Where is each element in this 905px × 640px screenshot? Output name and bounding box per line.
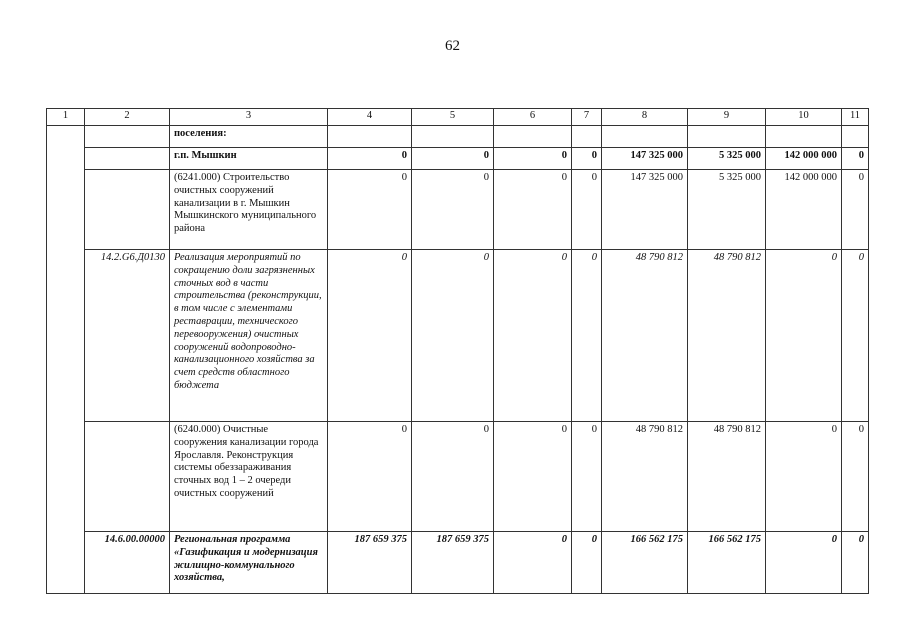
value-cell: 0 — [572, 422, 602, 532]
value-cell: 0 — [494, 422, 572, 532]
name-cell: г.п. Мышкин — [170, 148, 328, 170]
column-header: 9 — [688, 109, 766, 126]
value-cell: 48 790 812 — [688, 250, 766, 422]
name-cell: поселения: — [170, 126, 328, 148]
table-row — [47, 250, 869, 422]
code-cell — [85, 422, 170, 532]
name-cell: (6240.000) Очистные сооружения канализации города Ярославля. Реконструкция системы обеззараживания сточных вод 1 – 2 очереди очистных сооружений — [170, 422, 328, 532]
column-header: 6 — [494, 109, 572, 126]
column-header: 7 — [572, 109, 602, 126]
value-cell — [842, 126, 869, 148]
value-cell: 166 562 175 — [602, 532, 688, 594]
value-cell: 0 — [842, 250, 869, 422]
value-cell: 142 000 000 — [766, 170, 842, 250]
value-cell: 5 325 000 — [688, 148, 766, 170]
value-cell: 0 — [842, 170, 869, 250]
column-1-cell — [47, 126, 85, 594]
code-cell: 14.6.00.00000 — [85, 532, 170, 594]
value-cell: 0 — [766, 250, 842, 422]
value-cell: 187 659 375 — [412, 532, 494, 594]
value-cell: 0 — [494, 532, 572, 594]
table-row — [47, 170, 869, 250]
name-cell: Региональная программа «Газификация и модернизация жилищно-коммунального хозяйства, — [170, 532, 328, 594]
value-cell: 0 — [572, 170, 602, 250]
column-header: 8 — [602, 109, 688, 126]
value-cell: 0 — [494, 170, 572, 250]
value-cell: 0 — [328, 422, 412, 532]
value-cell — [572, 126, 602, 148]
value-cell: 147 325 000 — [602, 148, 688, 170]
table-row — [47, 422, 869, 532]
table-row — [47, 126, 869, 148]
value-cell: 0 — [494, 148, 572, 170]
value-cell — [688, 126, 766, 148]
code-cell — [85, 170, 170, 250]
code-cell — [85, 126, 170, 148]
value-cell: 0 — [572, 532, 602, 594]
value-cell — [766, 126, 842, 148]
value-cell: 0 — [328, 170, 412, 250]
value-cell — [494, 126, 572, 148]
value-cell: 0 — [766, 422, 842, 532]
value-cell: 0 — [572, 148, 602, 170]
value-cell: 0 — [494, 250, 572, 422]
value-cell: 5 325 000 — [688, 170, 766, 250]
value-cell: 0 — [328, 250, 412, 422]
value-cell: 0 — [842, 532, 869, 594]
name-cell: Реализация мероприятий по сокращению доли загрязненных сточных вод в части строительства (реконструкции, в том числе с элементами реставрации, технического перевооружения) очистных сооружений водопроводно-канализационного хозяйства за счет средств областного бюджета — [170, 250, 328, 422]
column-header: 11 — [842, 109, 869, 126]
value-cell: 166 562 175 — [688, 532, 766, 594]
value-cell: 0 — [412, 148, 494, 170]
code-cell: 14.2.G6.Д0130 — [85, 250, 170, 422]
value-cell — [412, 126, 494, 148]
column-header: 2 — [85, 109, 170, 126]
page-number: 62 — [445, 38, 460, 54]
value-cell: 0 — [412, 422, 494, 532]
column-header: 4 — [328, 109, 412, 126]
value-cell: 0 — [842, 422, 869, 532]
column-header: 3 — [170, 109, 328, 126]
column-header: 5 — [412, 109, 494, 126]
table-row — [47, 532, 869, 594]
name-cell: (6241.000) Строительство очистных сооружений канализации в г. Мышкин Мышкинского муниципального района — [170, 170, 328, 250]
value-cell: 142 000 000 — [766, 148, 842, 170]
column-header: 1 — [47, 109, 85, 126]
value-cell: 187 659 375 — [328, 532, 412, 594]
column-header: 10 — [766, 109, 842, 126]
value-cell: 0 — [842, 148, 869, 170]
value-cell: 0 — [572, 250, 602, 422]
table-row — [47, 148, 869, 170]
budget-table — [46, 108, 869, 594]
table-header-row — [47, 109, 869, 126]
value-cell: 147 325 000 — [602, 170, 688, 250]
value-cell: 0 — [766, 532, 842, 594]
value-cell: 48 790 812 — [602, 250, 688, 422]
value-cell — [602, 126, 688, 148]
value-cell: 0 — [412, 170, 494, 250]
value-cell — [328, 126, 412, 148]
value-cell: 0 — [412, 250, 494, 422]
value-cell: 48 790 812 — [602, 422, 688, 532]
code-cell — [85, 148, 170, 170]
value-cell: 0 — [328, 148, 412, 170]
value-cell: 48 790 812 — [688, 422, 766, 532]
